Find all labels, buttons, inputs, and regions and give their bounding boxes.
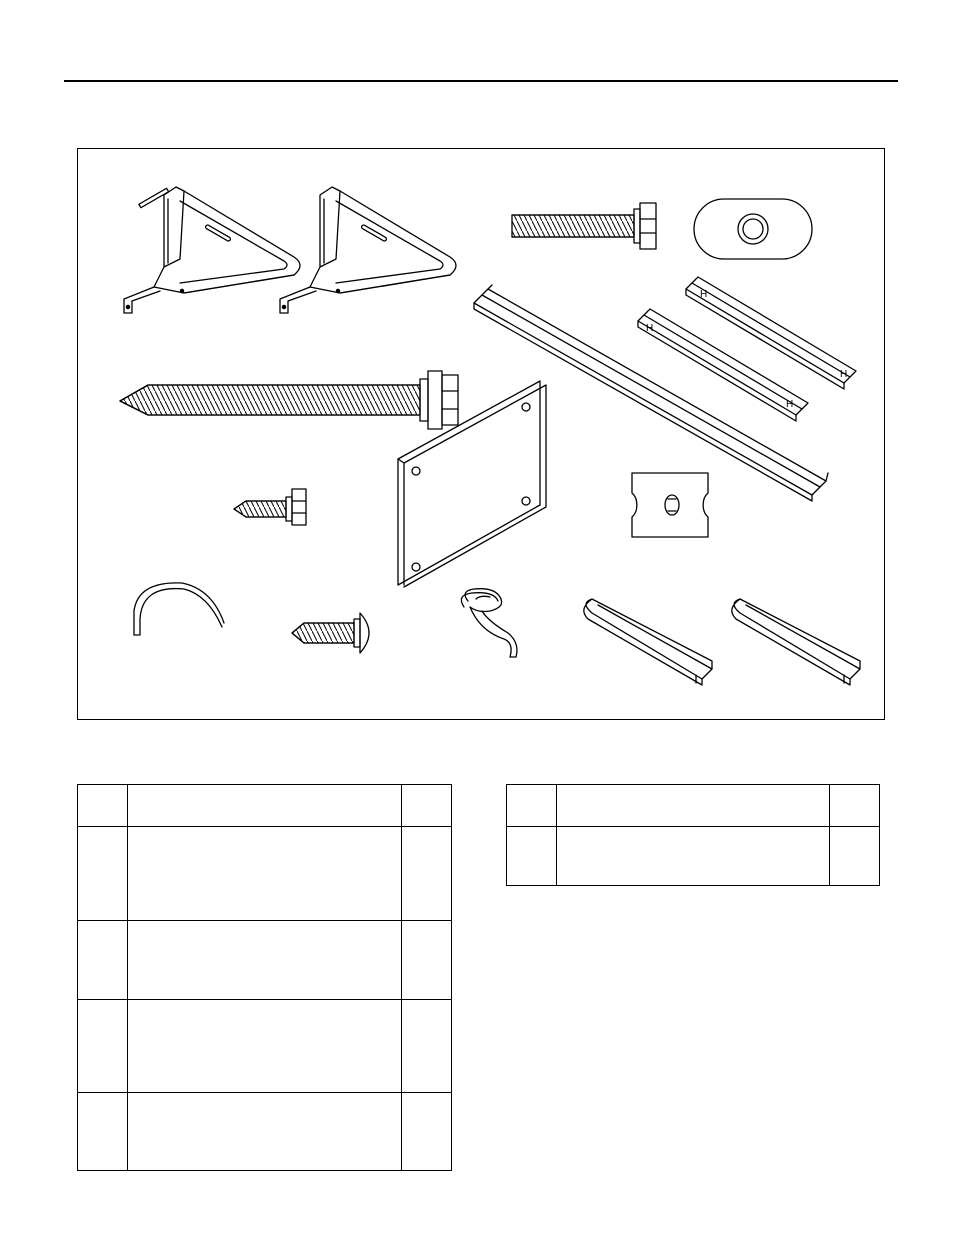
oval-washer-icon — [694, 199, 812, 259]
hex-screw-icon — [234, 489, 306, 525]
table-row — [78, 827, 452, 921]
svg-text:H: H — [700, 289, 708, 300]
spring-clip-icon — [632, 473, 708, 537]
description-cell — [128, 1000, 402, 1093]
shelf-bracket-icon — [280, 187, 456, 313]
qty-cell — [402, 1093, 452, 1171]
qty-cell — [402, 827, 452, 921]
description-cell — [128, 1093, 402, 1171]
qty-cell — [402, 785, 452, 827]
u-channel-icon — [584, 599, 712, 685]
key-cell — [507, 827, 557, 886]
qty-cell — [830, 785, 880, 827]
parts-table-left — [77, 784, 452, 1171]
svg-text:H: H — [840, 369, 848, 380]
description-cell — [128, 827, 402, 921]
key-cell — [78, 921, 128, 1000]
description-cell — [557, 827, 830, 886]
lag-screw-icon — [120, 371, 458, 429]
description-cell — [128, 921, 402, 1000]
hex-bolt-icon — [512, 203, 656, 249]
short-angle-rail-icon — [638, 309, 808, 421]
shelf-bracket-icon — [124, 187, 300, 313]
qty-cell — [402, 921, 452, 1000]
table-row — [78, 921, 452, 1000]
svg-text:H: H — [646, 323, 654, 334]
table-row — [78, 1000, 452, 1093]
qty-cell — [830, 827, 880, 886]
parts-table-right — [506, 784, 880, 886]
description-cell — [557, 785, 830, 827]
coiled-strap-icon — [461, 589, 517, 657]
key-cell — [78, 1093, 128, 1171]
key-cell — [78, 785, 128, 827]
hardware-figure — [77, 148, 885, 720]
short-angle-rail-icon — [686, 277, 856, 389]
table-row — [507, 785, 880, 827]
svg-text:H: H — [786, 399, 794, 410]
u-channel-icon — [732, 599, 860, 685]
key-cell — [507, 785, 557, 827]
description-cell — [128, 785, 402, 827]
table-row — [78, 1093, 452, 1171]
table-row — [507, 827, 880, 886]
table-row — [78, 785, 452, 827]
key-cell — [78, 1000, 128, 1093]
qty-cell — [402, 1000, 452, 1093]
key-cell — [78, 827, 128, 921]
hook-icon — [134, 583, 224, 635]
truss-screw-icon — [292, 613, 369, 653]
header-rule — [64, 80, 898, 82]
